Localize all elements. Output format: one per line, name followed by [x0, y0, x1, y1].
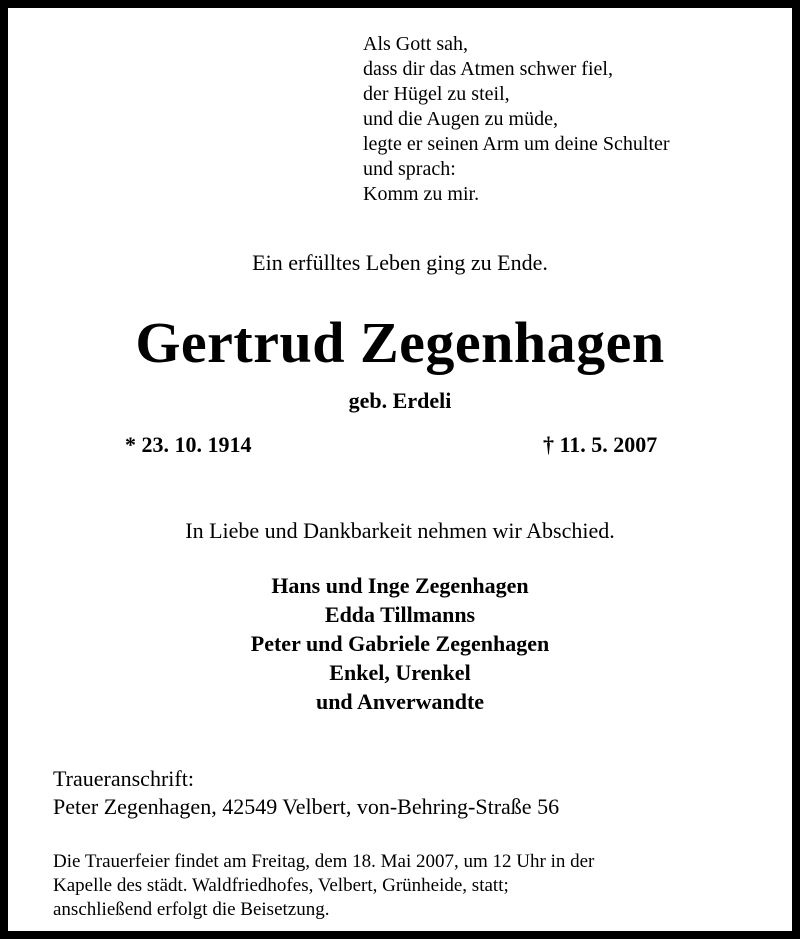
maiden-name: geb. Erdeli [348, 388, 452, 413]
mourner: und Anverwandte [315, 689, 485, 714]
poem-line: Als Gott sah, [363, 33, 468, 55]
mourner: Peter und Gabriele Zegenhagen [250, 631, 550, 656]
notice-line: Die Trauerfeier findet am Freitag, dem 18. Mai 2007, um 12 Uhr in der [53, 851, 595, 872]
birth-date: * 23. 10. 1914 [125, 432, 252, 457]
funeral-notice [53, 850, 594, 922]
mourning-address [53, 765, 559, 821]
mourner: Hans und Inge Zegenhagen [271, 573, 529, 598]
poem-line: Komm zu mir. [363, 183, 480, 205]
poem-line: und die Augen zu müde, [363, 108, 558, 130]
intro-text: Ein erfülltes Leben ging zu Ende. [252, 250, 548, 275]
address-value: Peter Zegenhagen, 42549 Velbert, von-Behring-Straße 56 [53, 794, 560, 819]
death-date: † 11. 5. 2007 [543, 432, 658, 457]
poem-line: legte er seinen Arm um deine Schulter [363, 133, 670, 155]
deceased-name: Gertrud Zegenhagen [135, 310, 665, 375]
notice-line: anschließend erfolgt die Beisetzung. [53, 899, 330, 920]
farewell-text: In Liebe und Dankbarkeit nehmen wir Abschied. [185, 518, 615, 543]
address-label: Traueranschrift: [53, 766, 194, 791]
mourners-list [8, 571, 792, 716]
mourner: Enkel, Urenkel [329, 660, 471, 685]
mourner: Edda Tillmanns [324, 602, 476, 627]
poem-line: dass dir das Atmen schwer fiel, [363, 58, 613, 80]
notice-line: Kapelle des städt. Waldfriedhofes, Velbert, Grünheide, statt; [53, 875, 509, 896]
poem-line: der Hügel zu steil, [363, 83, 510, 105]
poem-line: und sprach: [363, 158, 456, 180]
poem [363, 32, 670, 207]
